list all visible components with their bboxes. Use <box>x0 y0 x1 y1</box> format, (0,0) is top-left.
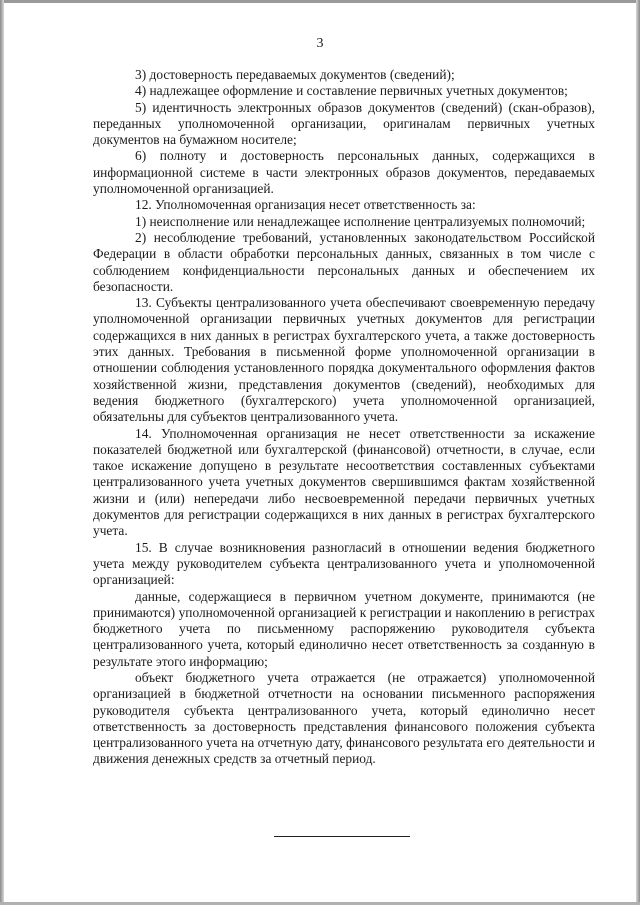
document-body <box>93 67 595 768</box>
paragraph-14: 14. Уполномоченная организация не несет ответственности за искажение показателей бюджетной или бухгалтерской (финансовой) отчетности, в случае, если такое искажение допущено в результате несоответствия составленных субъектами централизованного учета учетных документов свершившимся фактам хозяйственной жизни и (или) непередачи либо несвоевременной передачи первичных учетных документов для регистрации содержащихся в них данных в регистрах бухгалтерского учета. <box>93 425 595 539</box>
paragraph-12: 12. Уполномоченная организация несет ответственность за: <box>135 197 476 213</box>
page-number: 3 <box>316 36 324 51</box>
paragraph-12-item-1: 1) неисполнение или ненадлежащее исполнение централизуемых полномочий; <box>135 213 586 229</box>
paragraph-15-clause-2: объект бюджетного учета отражается (не отражается) уполномоченной организацией в бюджетной отчетности на основании письменного распоряжения руководителя субъекта централизованного учета, который единолично несет ответственность за достоверность представления финансового положения субъекта централизованного учета на отчетную дату, финансового результата его деятельности и движения денежных средств за отчетный период. <box>93 669 595 767</box>
paragraph-15-clause-1: данные, содержащиеся в первичном учетном документе, принимаются (не принимаются) уполномоченной организацией к регистрации и накоплению в регистрах бюджетного учета по письменному распоряжению руководителя субъекта централизованного учета, который единолично несет ответственность за созданную в результате этого информацию; <box>93 588 595 669</box>
paragraph-12-item-2: 2) несоблюдение требований, установленных законодательством Российской Федерации в области обработки персональных данных, связанных в том числе с соблюдением конфиденциальности персональных данных и обеспечением их безопасности. <box>93 229 595 294</box>
page-edge-right <box>636 0 640 905</box>
paragraph-11-item-5: 5) идентичность электронных образов документов (сведений) (скан-образов), переданных уполномоченной организации, оригиналам первичных учетных документов на бумажном носителе; <box>93 99 595 148</box>
paragraph-15: 15. В случае возникновения разногласий в отношении ведения бюджетного учета между руководителем субъекта централизованного учета и уполномоченной организацией: <box>93 539 595 588</box>
paragraph-11-item-6: 6) полноту и достоверность персональных данных, содержащихся в информационной системе в части электронных образов документов, передаваемых уполномоченной организацией. <box>93 148 595 197</box>
paragraph-13: 13. Субъекты централизованного учета обеспечивают своевременную передачу уполномоченной организации первичных учетных документов для регистрации содержащихся в них данных в регистрах бухгалтерского учета, а также достоверность этих данных. Требования в письменной форме уполномоченной организации в отношении соблюдения установленного порядка документального оформления фактов хозяйственной жизни, представления документов (сведений), необходимых для ведения бюджетного (бухгалтерского) учета уполномоченной организацией, обязательны для субъектов централизованного учета. <box>93 295 595 425</box>
page-edge-left <box>0 0 4 905</box>
paragraph-11-item-4: 4) надлежащее оформление и составление первичных учетных документов; <box>135 83 568 99</box>
page-edge-top <box>0 0 640 3</box>
footer-rule <box>274 836 410 837</box>
paragraph-11-item-3: 3) достоверность передаваемых документов (сведений); <box>135 67 455 82</box>
